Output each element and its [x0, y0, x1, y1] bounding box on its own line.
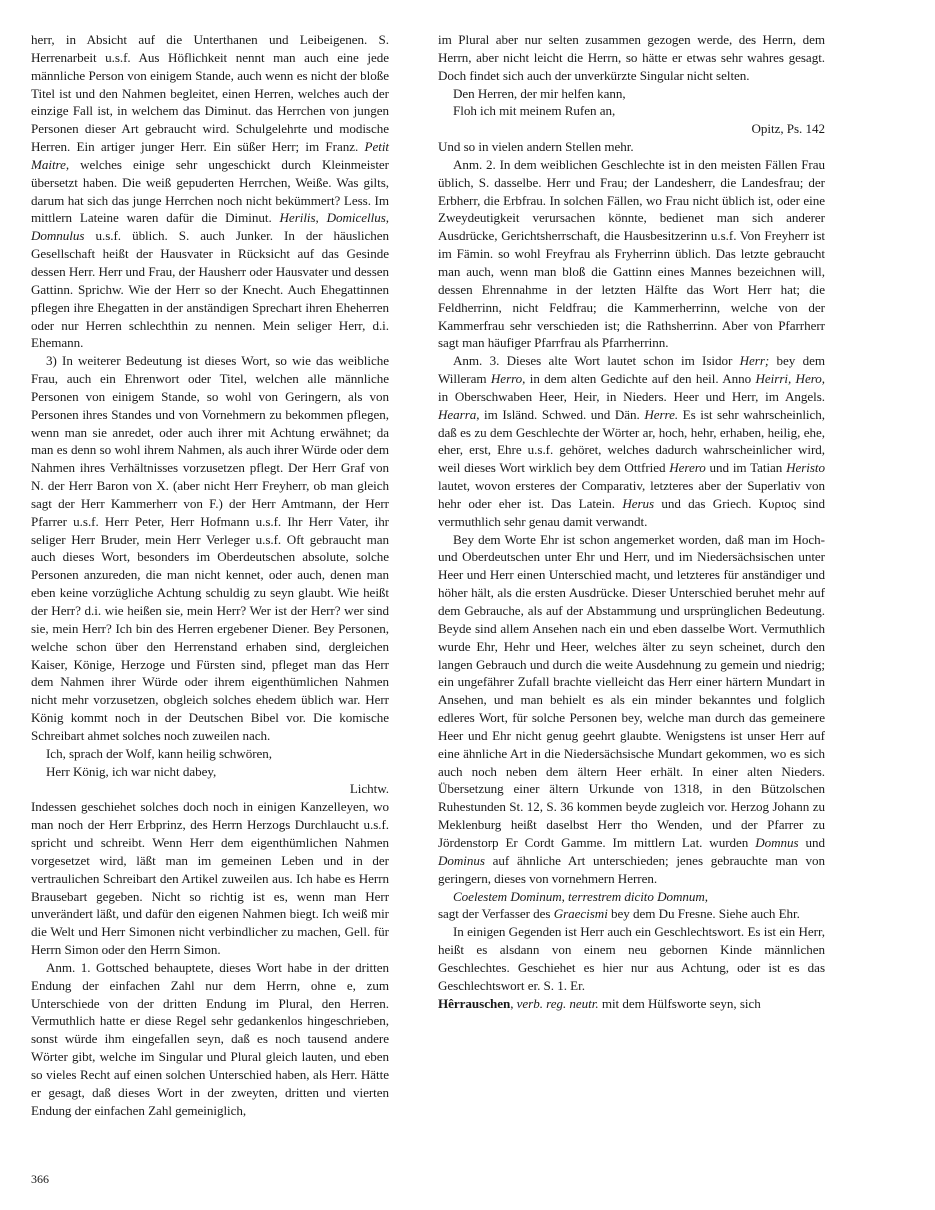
left-column — [31, 31, 389, 1119]
paragraph: Anm. 1. Gottsched behauptete, dieses Wort habe in der dritten Endung der einfachen Zahl nur dem Herrn, ohne e, zum Unterschiede von der dritten Endung im Plural, den Herren. Vermuthlich hatte er diese Regel sehr gedankenlos hingeschrieben, sonst würde ihm eingefallen seyn, daß es noch tausend andere Wörter gibt, welche im Singular und Plural gleich lauten, und eben so vieles Recht auf einen solchen Unterschied haben, als Herr. Hätte er gesagt, daß dieses Wort in der zweyten, dritten und vierten Endung der einfachen Zahl gemeiniglich, — [31, 959, 389, 1118]
text-run: welches einige sehr ungeschickt durch Kleinmeister übersetzt haben. Die weiß gepuderten Herrchen, Weiße. Was gilts, darum hat sich das junge Herrchen noch nicht bekümmert? Less. Im mittlern Lateine waren dafür die Diminut. — [31, 156, 389, 226]
text-run: in Oberschwaben Heer, Heir, in Nieders. Heer und Herr, im Angels. — [438, 388, 825, 404]
text-run: sagt der Verfasser des — [438, 906, 554, 922]
italic-term: Herus — [622, 495, 655, 511]
text-run: und das Griech. Κυριος sind vermuthlich sehr genau damit verwandt. — [438, 495, 825, 529]
paragraph: Indessen geschiehet solches doch noch in einigen Kanzelleyen, wo man noch der Herr Erbprinz, des Herrn Herzogs Durchlaucht u.s.f. spricht und schreibt. Wenn Herr dem eigenthümlichen Nahmen vorgesetzet wird, läßt man im gemeinen Leben und in der vertraulichen Schreibart den Artikel zuweilen aus. Ich habe es Herrn Brausebart gegeben. Nicht so richtig ist es, wenn man Herr unverändert läßt, und dafür den eigenen Nahmen biegt. Ich weiß mir die Welt und Herr Simonen nicht verbindlicher zu machen, Gell. für Herrn Simon oder den Herrn Simon. — [31, 799, 389, 958]
text-run: im Isländ. Schwed. und Dän. — [479, 406, 645, 422]
right-column — [438, 31, 825, 1012]
text-run: auf ähnliche Art unterschieden; jenes gebrauchte man von geringern, dieses von vornehmern Herren. — [438, 852, 825, 886]
page-number: 366 — [31, 1172, 49, 1186]
text-run: Anm. 3. Dieses alte Wort lautet schon im Isidor — [453, 353, 740, 369]
text-run: herr, in Absicht auf die Unterthanen und Leibeigenen. S. Herrenarbeit u.s.f. Aus Höflichkeit nennt man auch eine jede männliche Person von einigem Stande, auch wenn es nicht der bloße Titel ist und den Nahmen begleitet, einen Herren, welches auch der einzige Fall ist, in welchem das Diminut. das Herrchen von jungen Personen dieser Art gebraucht wird. Schulgelehrte und modische Herren. Ein artiger junger Herr. Ein süßer Herr; im Franz. — [31, 32, 389, 155]
paragraph — [31, 31, 389, 352]
italic-term: Herilis, Domicellus, Domnulus — [31, 210, 389, 244]
italic-term: Domnus — [755, 834, 799, 850]
paragraph — [438, 352, 825, 530]
text-run: bey dem Willeram — [438, 353, 825, 387]
italic-term: Petit Maitre, — [31, 139, 389, 172]
verse-line: Floh ich mit meinem Rufen an, — [453, 103, 616, 119]
text-run: lautet, wovon ersteres der Comparativ, letzteres aber der Superlativ von hehr oder eher ist. Das Latein. — [438, 478, 825, 511]
source-citation: Opitz, Ps. 142 — [751, 121, 825, 137]
verse-line: Den Herren, der mir helfen kann, — [453, 85, 626, 101]
italic-term: Herre. — [644, 406, 679, 422]
text-run: Bey dem Worte Ehr ist schon angemerket worden, daß man im Hoch- und Oberdeutschen unter Ehr und Herr, und im Niedersächsischen unter Heer und Herr einen Unterschied macht, und letzteres für anständiger und höher hält, als die ersten Ausdrücke. Dieser Unterschied beruhet mehr auf dem Gebrauche, als auf der Abstammung und ursprünglichen Bedeutung. Beyde sind allem Ansehen nach ein und eben dasselbe Wort. Vermuthlich wurde Ehr, Hehr und Heer, welches älter zu seyn scheinet, durch den langen Gebrauch und durch die weite Ausdehnung zu gemein und niedrig; ein ungefährer Zufall brachte vielleicht das Herr einer härtern Mundart in Ansehen, und man behielt es als ein minder bekanntes und folglich edleres Wort, für solche Personen bey, welche man durch das gemeinere Heer und Ehr nicht genug geehrt glaubte. Wenigstens ist unser Herr auf eine ähnliche Art in die Niedersächsische Mundart gekommen, wo es sich auch noch neben dem ältern Heer erhält. In einer alten Nieders. Übersetzung einer ältern Urkunde von 1318, in den Bützolschen Ruhestunden St. 12, S. 36 kommen beyde zugleich vor. Herzog Johann zu Meklenburg heißt daselbst Herr tho Wenden, und der Pfarrer zu Jördenstorp Er Cordt Gamme. Im mittlern Lat. wurden — [438, 531, 825, 850]
italic-term: Dominus — [438, 852, 485, 868]
paragraph: im Plural aber nur selten zusammen gezogen werde, des Herrn, dem Herrn, aber nicht leicht die Herrn, so hätte er etwas sehr wahres gesagt. Doch findet sich auch der unverkürzte Singular nicht selten. — [438, 32, 825, 83]
text-run: Es ist sehr wahrscheinlich, daß es zu dem Geschlechte der Wörter ar, hoch, hehr, erhaben, heilig, ehe, eher, erst, Ehre u.s.f. gehöret, welches dadurch wahrscheinlicher wird, weil dieses Wort wirklich bey dem Ottfried — [438, 406, 825, 476]
paragraph — [438, 905, 825, 923]
verse-line: Herr König, ich war nicht dabey, — [46, 763, 217, 779]
paragraph: In einigen Gegenden ist Herr auch ein Geschlechtswort. Es ist ein Herr, heißt es alsdann von einem neu gebornen Kinde männlichen Geschlechtes. Geschiehet es hier nur aus Achtung, oder ist es das Geschlechtswort er. S. 1. Er. — [438, 924, 825, 993]
verse-line: Ich, sprach der Wolf, kann heilig schwören, — [46, 745, 272, 761]
text-run: bey dem Du Fresne. Siehe auch Ehr. — [607, 906, 800, 922]
text-run: und im Tatian — [705, 460, 787, 476]
paragraph: 3) In weiterer Bedeutung ist dieses Wort, so wie das weibliche Frau, auch ein Ehrenwort oder Titel, welchen alle männliche Personen von einigem Stande, so wohl von Geringern, als von Personen ihres Standes und von Vornehmern zu bekommen pflegen, wenn man sie anredet, oder auch ihrer mit Achtung erwähnet; da man es denn so wohl ihrem Nahmen, als auch ihrer Würde oder dem Nahmen ihres Verhältnisses vorzusetzen pflegt. Der Herr Graf von N. der Herr Baron von X. (aber nicht Herr Freyherr, ob man gleich sagt der Herr Kammerherr von F.) der Herr Amtmann, der Herr Pfarrer u.s.f. Herr Peter, Herr Hofmann u.s.f. Ihr Herr Vater, ihr seliger Herr Bruder, mein Herr Verleger u.s.f. Oft gebraucht man auch dieses Wort, besonders im Oberdeutschen absolute, solche Personen anzureden, die man nicht kennet, oder auch, denen man eben keine vorzügliche Achtung schuldig zu seyn glaubt. Wie heißt der Herr? d.i. wie heißen sie, mein Herr? Wer ist der Herr? wer sind sie, mein Herr? Ich bin des Herren ergebener Diener. Bey Personen, welche schon über den Herrenstand erhaben sind, dergleichen Kaiser, Könige, Herzoge und Fürsten sind, pfleget man das Herr dem Nahmen ihrer Würde oder ihrem eigenthümlichen Nahmen nicht mehr vorzusetzen, obgleich solches ehedem üblich war. Herr König kommt noch in der Deutschen Bibel vor. Die komische Schreibart ahmet solches noch zuweilen nach. — [31, 353, 389, 743]
text-run: in dem alten Gedichte auf den heil. Anno — [525, 371, 756, 387]
text-run: und — [798, 834, 825, 850]
latin-verse: Coelestem Dominum, terrestrem dicito Domnum, — [453, 888, 709, 904]
text-run: u.s.f. üblich. S. auch Junker. In der häuslichen Gesellschaft heißt der Hausvater in Rücksicht auf das Gesinde dessen Herr. Herr und Frau, der Hausherr oder Hausvater und dessen Gattinn. Sprichw. Wie der Herr so der Knecht. Auch Ehegattinnen pflegen ihre Ehegatten in der anständigen Sprechart ihren Eheherren oder nur Herren schlechthin zu nennen. Mein seliger Herr, d.i. Ehemann. — [31, 228, 389, 351]
italic-term: Herro, — [490, 371, 526, 387]
paragraph: Anm. 2. In dem weiblichen Geschlechte ist in den meisten Fällen Frau üblich, S. dasselbe. Herr und Frau; der Landesherr, die Landesfrau; der Erbherr, die Erbfrau. In solchen Fällen, wo Frau nicht üblich ist, oder eine Zweydeutigkeit verursachen könnte, bedienet man sich anderer Ausdrücke, Gerichtsherrschaft, die Hausbesitzerinn u.s.f. Von Freyherr ist im Fämin. so wohl Freyfrau als Fryherrinn üblich. Das letzte gebraucht man auch, wenn man bloß die Gattinn eines Mannes bezeichnen will, dessen Ehrennahme in der letzten Hälfte das Wort Herr hat; die Feldherrinn, nicht Feldfrau; die Kammerherrinn, welche von der Kammerfrau sehr verschieden ist; die Rathsherrinn. Aber von Pfarrherr sagt man häufiger Pfarrfrau als Pfarrherrinn. — [438, 156, 825, 351]
entry-headword: Hêrrauschen — [438, 995, 511, 1011]
italic-term: Graecismi — [553, 906, 608, 922]
italic-term: Herero — [669, 460, 706, 476]
text-run: mit dem Hülfsworte seyn, sich — [598, 995, 761, 1011]
text-run: , — [510, 995, 517, 1011]
italic-term: Heristo — [786, 460, 825, 476]
paragraph — [438, 531, 825, 888]
italic-term: verb. reg. neutr. — [516, 995, 599, 1011]
paragraph: Und so in vielen andern Stellen mehr. — [438, 139, 634, 155]
verse-line — [438, 888, 825, 906]
dictionary-entry — [438, 995, 825, 1013]
italic-term: Herr; — [739, 353, 770, 369]
italic-term: Heirri, Hero, — [755, 371, 825, 387]
italic-term: Hearra, — [438, 406, 480, 422]
source-citation: Lichtw. — [349, 781, 389, 797]
